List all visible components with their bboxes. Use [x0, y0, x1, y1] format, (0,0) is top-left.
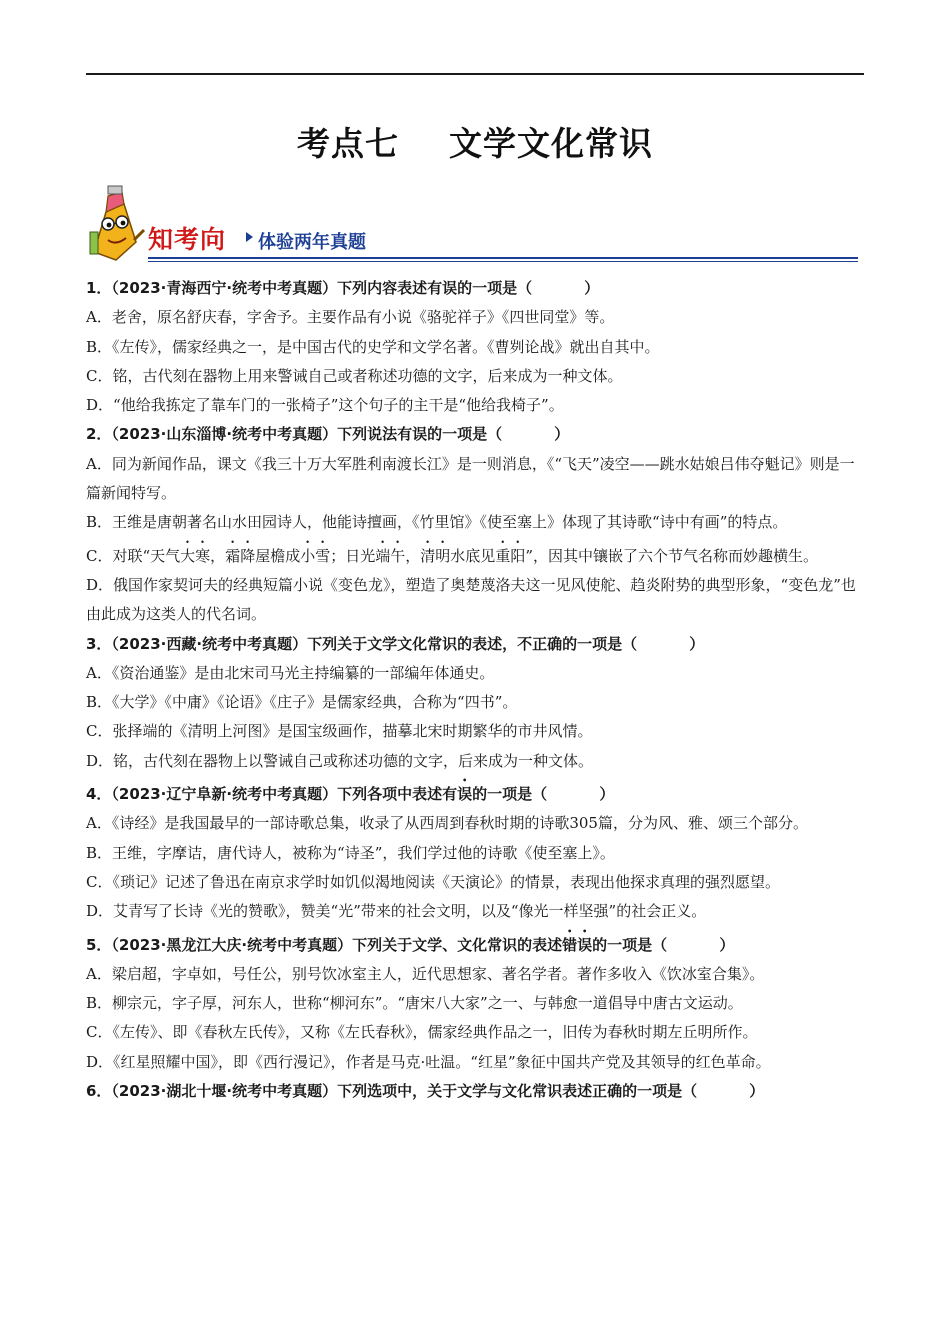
question-stem: 2．（2023·山东淄博·统考中考真题）下列说法有误的一项是（ ）: [86, 425, 570, 444]
emphasized-term: 清明: [420, 546, 451, 565]
option-text: ，: [405, 546, 421, 565]
option-d: D．“他给我拣定了靠车门的一张椅子”这个句子的主干是“他给我椅子”。: [86, 396, 564, 415]
stem-text: 5．（2023·黑龙江大庆·统考中考真题）下列关于文学、文化常识的表述: [86, 935, 563, 954]
emphasized-term: 端午: [375, 546, 406, 565]
question-stem: 3．（2023·西藏·统考中考真题）下列关于文学文化常识的表述，不正确的一项是（ ）: [86, 634, 705, 653]
option-b: B．王维是唐朝著名山水田园诗人，他能诗擅画，《竹里馆》《使至塞上》体现了其诗歌“诗中有画”的特点。: [86, 513, 788, 532]
option-text: C．对联“天气: [86, 546, 181, 565]
section-banner: [86, 182, 858, 262]
option-b: B．柳宗元，字子厚，河东人，世称“柳河东”。“唐宋八大家”之一、与韩愈一道倡导中唐古文运动。: [86, 994, 743, 1013]
option-text: 屋檐成: [255, 546, 301, 565]
option-c: C．铭，古代刻在器物上用来警诫自己或者称述功德的文字，后来成为一种文体。: [86, 366, 623, 385]
option-a: A．同为新闻作品，课文《我三十万大军胜利南渡长江》是一则消息，《“飞天”凌空——跳水姑娘吕伟夺魁记》则是一篇新闻特写。: [86, 454, 855, 503]
question-6: [86, 1077, 866, 1106]
option-b: B．《大学》《中庸》《论语》《庄子》是儒家经典，合称为“四书”。: [86, 693, 518, 712]
option-a: A．老舍，原名舒庆春，字舍予。主要作品有小说《骆驼祥子》《四世同堂》等。: [86, 308, 615, 327]
banner-sub-label: 体验两年真题: [258, 232, 366, 253]
top-rule: [86, 73, 864, 75]
question-stem: [86, 927, 866, 960]
option-c: C．《左传》、即《春秋左氏传》，又称《左氏春秋》，儒家经典作品之一，旧传为春秋时期左丘明所作。: [86, 1023, 758, 1042]
stem-text: 4．（2023·辽宁阜新·统考中考真题）下列各项中表述有: [86, 785, 458, 804]
question-1: [86, 274, 866, 420]
emphasized-term: 霜降: [225, 546, 256, 565]
emphasized-term: 重阳: [495, 546, 526, 565]
option-text: ；日光: [330, 546, 376, 565]
banner-arrow-icon: [246, 232, 253, 242]
stem-text: 的一项是（ ）: [472, 785, 615, 804]
option-d: D．艾青写了长诗《光的赞歌》，赞美“光”带来的社会文明，以及“像光一样坚强”的社会正义。: [86, 902, 707, 921]
option-text: ，: [210, 546, 226, 565]
page-title: 考点七 文学文化常识: [297, 124, 653, 163]
emphasized-term: 小雪: [300, 546, 331, 565]
stem-text: 的一项是（ ）: [592, 935, 735, 954]
option-a: A．《资治通鉴》是由北宋司马光主持编纂的一部编年体通史。: [86, 663, 495, 682]
emphasized-term: 误: [457, 785, 473, 804]
option-a: A．《诗经》是我国最早的一部诗歌总集，收录了从西周到春秋时期的诗歌305篇，分为风、雅、颂三个部分。: [86, 814, 808, 833]
option-b: B．《左传》，儒家经典之一，是中国古代的史学和文学名著。《曹刿论战》就出自其中。: [86, 337, 660, 356]
question-list: [86, 274, 866, 1106]
question-4: [86, 776, 866, 926]
option-a: A．梁启超，字卓如，号任公，别号饮冰室主人，近代思想家、著名学者。著作多收入《饮冰室合集》。: [86, 964, 765, 983]
option-d: D．俄国作家契诃夫的经典短篇小说《变色龙》，塑造了奥楚蔑洛夫这一见风使舵、趋炎附势的典型形象，“变色龙”也由此成为这类人的代名词。: [86, 575, 856, 624]
question-3: [86, 630, 866, 776]
option-c: C．张择端的《清明上河图》是国宝级画作，描摹北宋时期繁华的市井风情。: [86, 722, 593, 741]
banner-main-label: 知考向: [148, 225, 227, 254]
banner-underline: [148, 257, 858, 259]
question-stem: [86, 776, 866, 809]
pencil-mascot-icon: [86, 182, 148, 262]
option-b: B．王维，字摩诘，唐代诗人，被称为“诗圣”，我们学过他的诗歌《使至塞上》。: [86, 843, 615, 862]
question-2: [86, 420, 866, 629]
option-c: C．《琐记》记述了鲁迅在南京求学时如饥似渴地阅读《天演论》的情景，表现出他探求真理的强烈愿望。: [86, 872, 780, 891]
option-d: D．铭，古代刻在器物上以警诫自己或称述功德的文字，后来成为一种文体。: [86, 751, 594, 770]
question-stem: 1．（2023·青海西宁·统考中考真题）下列内容表述有误的一项是（ ）: [86, 279, 600, 297]
banner-underline-thin: [148, 261, 858, 262]
option-c: [86, 538, 866, 571]
emphasized-term: 大寒: [180, 546, 211, 565]
emphasized-term: 错误: [562, 935, 593, 954]
option-text: ”，因其中镶嵌了六个节气名称而妙趣横生。: [525, 546, 818, 565]
question-5: [86, 927, 866, 1077]
question-stem: 6．（2023·湖北十堰·统考中考真题）下列选项中，关于文学与文化常识表述正确的一项是（ ）: [86, 1082, 765, 1101]
option-d: D．《红星照耀中国》，即《西行漫记》，作者是马克·吐温。“红星”象征中国共产党及其领导的红色革命。: [86, 1052, 771, 1071]
option-text: 水底见: [450, 546, 496, 565]
